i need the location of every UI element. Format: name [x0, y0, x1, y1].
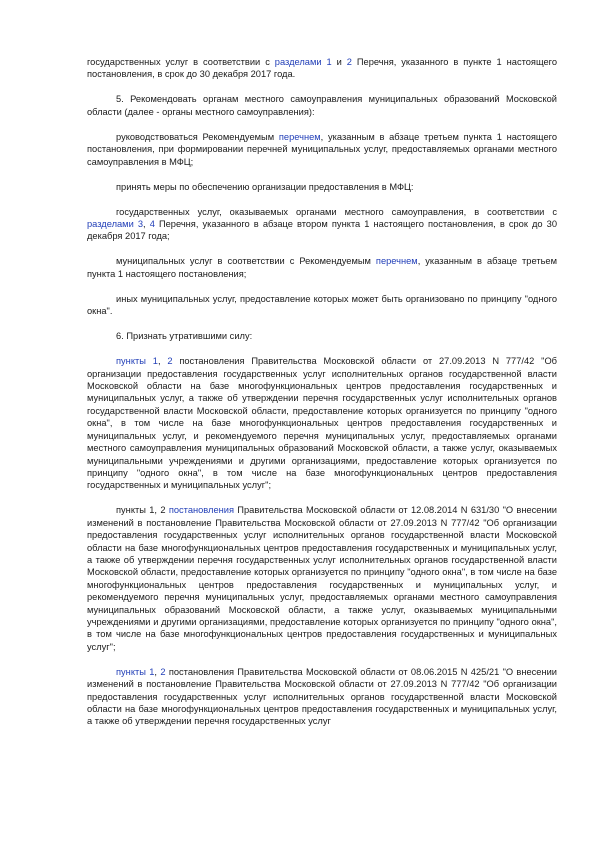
paragraph — [87, 355, 557, 491]
paragraph — [87, 131, 557, 168]
paragraph-text: и — [331, 57, 347, 67]
paragraph-text: государственных услуг в соответствии с — [87, 57, 275, 67]
paragraph-text: постановления Правительства Московской области от 08.06.2015 N 425/21 "О внесении изменений в постановление Правительства Московской области от 27.09.2013 N 777/42 "Об организации предоставления государственных услуг исполнительных органов государственной власти Московской области на базе многофункциональных центров предоставления государственных и муниципальных услуг, а также об утверждении перечня государственных услуг — [87, 666, 557, 727]
paragraph-text: государственных услуг, оказываемых органами местного самоуправления, в соответствии с — [116, 206, 557, 217]
paragraph-text: 5. Рекомендовать органам местного самоуправления муниципальных образований Московской области (далее - органы местного самоуправления): — [87, 94, 557, 117]
paragraph-text: руководствоваться Рекомендуемым — [116, 131, 279, 142]
document-link[interactable]: 2 — [167, 356, 173, 367]
paragraph — [87, 330, 557, 342]
document-link[interactable]: пункты 1 — [116, 356, 158, 367]
paragraph — [87, 93, 557, 118]
paragraph-text: принять меры по обеспечению организации предоставления в МФЦ: — [116, 181, 414, 192]
paragraph-text: , — [143, 219, 150, 230]
document-link[interactable]: 2 — [346, 57, 352, 67]
paragraph-text: Перечня, указанного в абзаце втором пункта 1 настоящего постановления, в срок до 30 декабря 2017 года; — [87, 219, 557, 242]
document-link[interactable]: перечнем — [278, 131, 321, 142]
paragraph-text: пункты 1, 2 — [116, 505, 169, 516]
paragraph-text: муниципальных услуг в соответствии с Рекомендуемым — [116, 256, 376, 267]
document-link[interactable]: разделами 1 — [274, 57, 332, 67]
paragraph-text: иных муниципальных услуг, предоставление которых может быть организовано по принципу "одного окна". — [87, 293, 557, 317]
document-link[interactable]: разделами 3 — [87, 219, 144, 230]
paragraph-text: , — [157, 356, 168, 367]
paragraph — [87, 56, 557, 81]
paragraph-text: 6. Признать утратившими силу: — [116, 331, 253, 342]
document-link[interactable]: пункты 1 — [116, 666, 155, 677]
document-link[interactable]: 2 — [160, 666, 166, 677]
paragraph — [87, 504, 557, 653]
paragraph — [87, 206, 557, 243]
paragraph-text: , указанным в абзаце третьем пункта 1 настоящего постановления, при формировании перечней муниципальных услуг, предоставляемых органами местного самоуправления в МФЦ; — [87, 131, 557, 167]
paragraph-text: Перечня, указанного в пункте 1 настоящего постановления, в срок до 30 декабря 2017 года. — [87, 57, 558, 80]
paragraph — [87, 181, 557, 193]
paragraph-text: Правительства Московской области от 12.08.2014 N 631/30 "О внесении изменений в постановление Правительства Московской области от 27.09.2013 N 777/42 "Об организации предоставления государственных услуг исполнительных органов государственной власти Московской области на базе многофункциональных центров предоставления государственных и муниципальных услуг, а также об утверждении перечня государственных услуг исполнительных органов государственной власти Московской области, предоставление которых организуется по принципу "одного окна", в том числе на базе многофункциональных центров предоставления государственных и муниципальных услуг, и рекомендуемого перечня муниципальных услуг, предоставляемых органами местного самоуправления муниципальных образований Московской области, а также услуг, оказываемых муниципальными учреждениями и другими организациями, предоставление которых организуется по принципу "одного окна", в том числе на базе многофункциональных центров предоставления государственных и муниципальных услуг"; — [87, 505, 557, 652]
document-link[interactable]: перечнем — [375, 256, 418, 267]
paragraph-text: , — [154, 666, 161, 677]
document-body — [87, 56, 557, 740]
document-link[interactable]: 4 — [149, 219, 155, 230]
paragraph — [87, 666, 557, 728]
paragraph-text: , указанным в абзаце третьем пункта 1 настоящего постановления; — [87, 256, 557, 279]
paragraph — [87, 255, 557, 280]
paragraph — [87, 293, 557, 318]
document-link[interactable]: постановления — [168, 505, 234, 516]
paragraph-text: постановления Правительства Московской области от 27.09.2013 N 777/42 "Об организации предоставления государственных услуг исполнительных органов государственной власти Московской области на базе многофункциональных центров предоставления государственных и муниципальных услуг, а также об утверждении перечня государственных услуг исполнительных органов государственной власти Московской области, предоставление которых организуется по принципу "одного окна", в том числе на базе многофункциональных центров предоставления государственных и муниципальных услуг, и рекомендуемого перечня муниципальных услуг, предоставляемых органами местного самоуправления муниципальных образований Московской области, а также услуг, оказываемых муниципальными учреждениями и другими организациями, предоставление которых организуется по принципу "одного окна", в том числе на базе многофункциональных центров предоставления государственных и муниципальных услуг"; — [87, 356, 557, 491]
